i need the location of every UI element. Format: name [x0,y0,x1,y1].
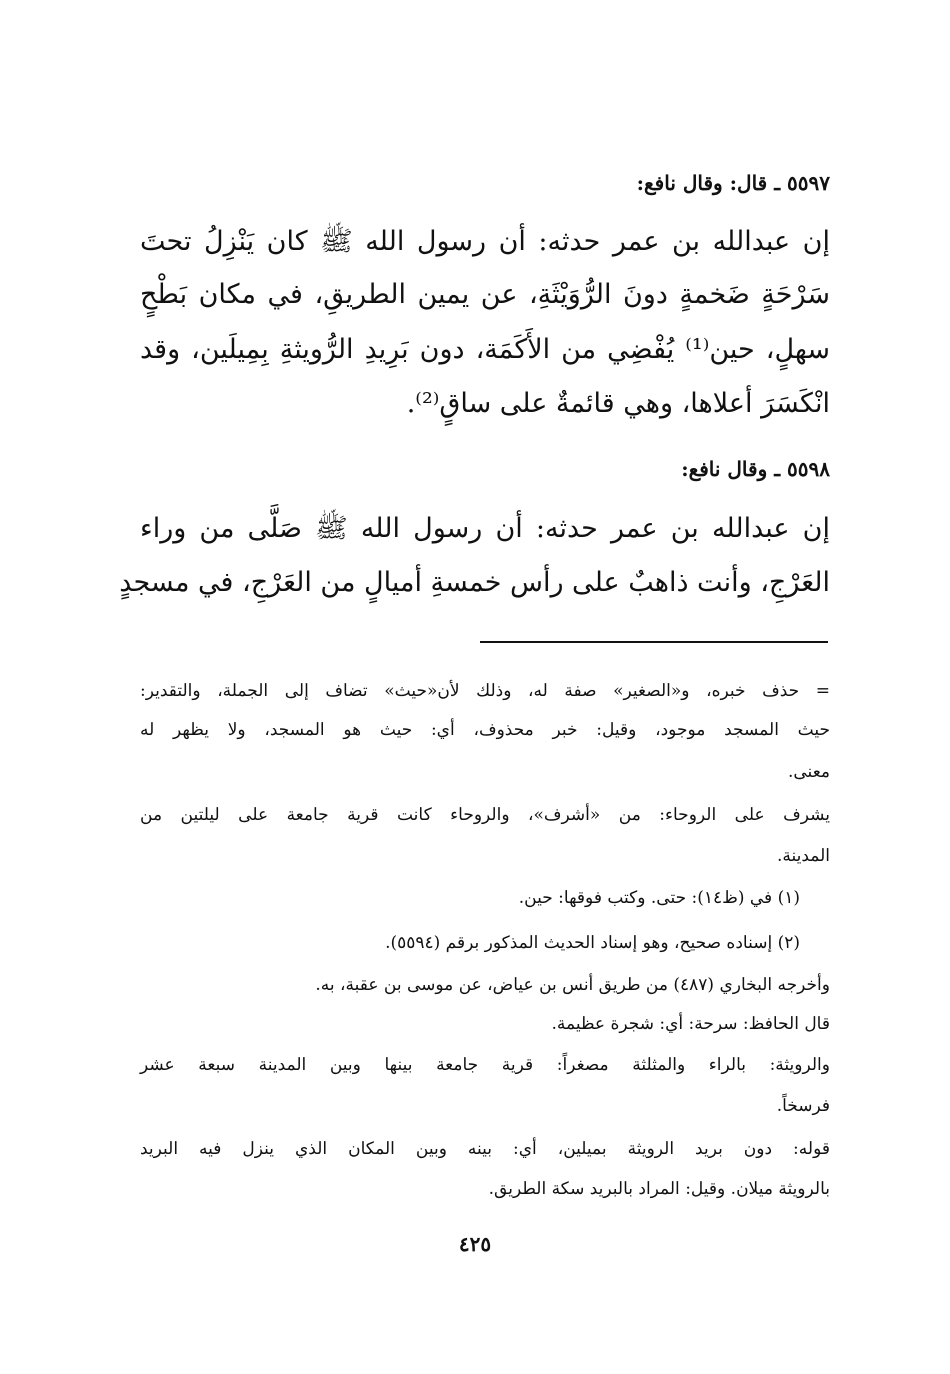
footnote-separator [480,641,828,643]
footnote-continuation-line-3: معنى. [787,762,830,782]
hadith-5597-line-2: سَرْحَةٍ ضَخمةٍ دونَ الرُّوَيْثَةِ، عن يمين الطريقِ، في مكان بَطْحٍ [140,279,830,310]
footnote-note-line-1: يشرف على الروحاء: من «أشرف»، والروحاء كانت قرية جامعة على ليلتين من [140,805,830,825]
footnote-2: (٢) إسناده صحيح، وهو إسناد الحديث المذكور برقم (٥٥٩٤). [385,933,800,953]
footnote-ruwaytha-line-1: والرويثة: بالراء والمثلثة مصغراً: قرية جامعة بينها وبين المدينة سبعة عشر [140,1055,830,1075]
hadith-5597-line-4: انْكَسَرَ أعلاها، وهي قائمةٌ على ساقٍ⁽²⁾. [406,388,830,419]
footnote-qawluhu-line-2: بالرويثة ميلان. وقيل: المراد بالبريد سكة الطريق. [488,1179,830,1199]
hadith-5598-heading: ٥٥٩٨ ـ وقال نافع: [681,457,830,481]
hadith-5598-line-2: العَرْجِ، وأنت ذاهبٌ على رأس خمسةِ أميالٍ من العَرْجِ، في مسجدٍ [119,567,830,598]
hadith-5597-heading: ٥٥٩٧ ـ قال: وقال نافع: [636,171,830,195]
footnote-qawluhu-line-1: قوله: دون بريد الرويثة بميلين، أي: بينه وبين المكان الذي ينزل فيه البريد [140,1139,830,1159]
footnote-continuation-line-2: حيث المسجد موجود، وقيل: خبر محذوف، أي: حيث هو المسجد، ولا يظهر له [140,720,830,740]
footnote-2-hafiz: قال الحافظ: سرحة: أي: شجرة عظيمة. [551,1014,830,1034]
hadith-5598-line-1: إن عبدالله بن عمر حدثه: أن رسول الله ﷺ صَلَّى من وراء [140,513,830,544]
footnote-1: (١) في (ظ١٤): حتى. وكتب فوقها: حين. [518,888,800,908]
hadith-5597-line-3: سهلٍ، حين⁽¹⁾ يُفْضِي من الأَكَمَة، دون بَرِيدِ الرُّويثةِ بِمِيلَين، وقد [140,334,830,365]
footnote-continuation-line-1: = حذف خبره، و«الصغير» صفة له، وذلك لأن«حيث» تضاف إلى الجملة، والتقدير: [140,681,830,701]
footnote-note-line-2: المدينة. [776,846,830,866]
hadith-5597-line-1: إن عبدالله بن عمر حدثه: أن رسول الله ﷺ كان يَنْزِلُ تحتَ [140,226,830,257]
footnote-ruwaytha-line-2: فرسخاً. [776,1096,830,1116]
footnote-2-bukhari: وأخرجه البخاري (٤٨٧) من طريق أنس بن عياض، عن موسى بن عقبة، به. [315,975,830,995]
page-number: ٤٢٥ [458,1232,492,1256]
